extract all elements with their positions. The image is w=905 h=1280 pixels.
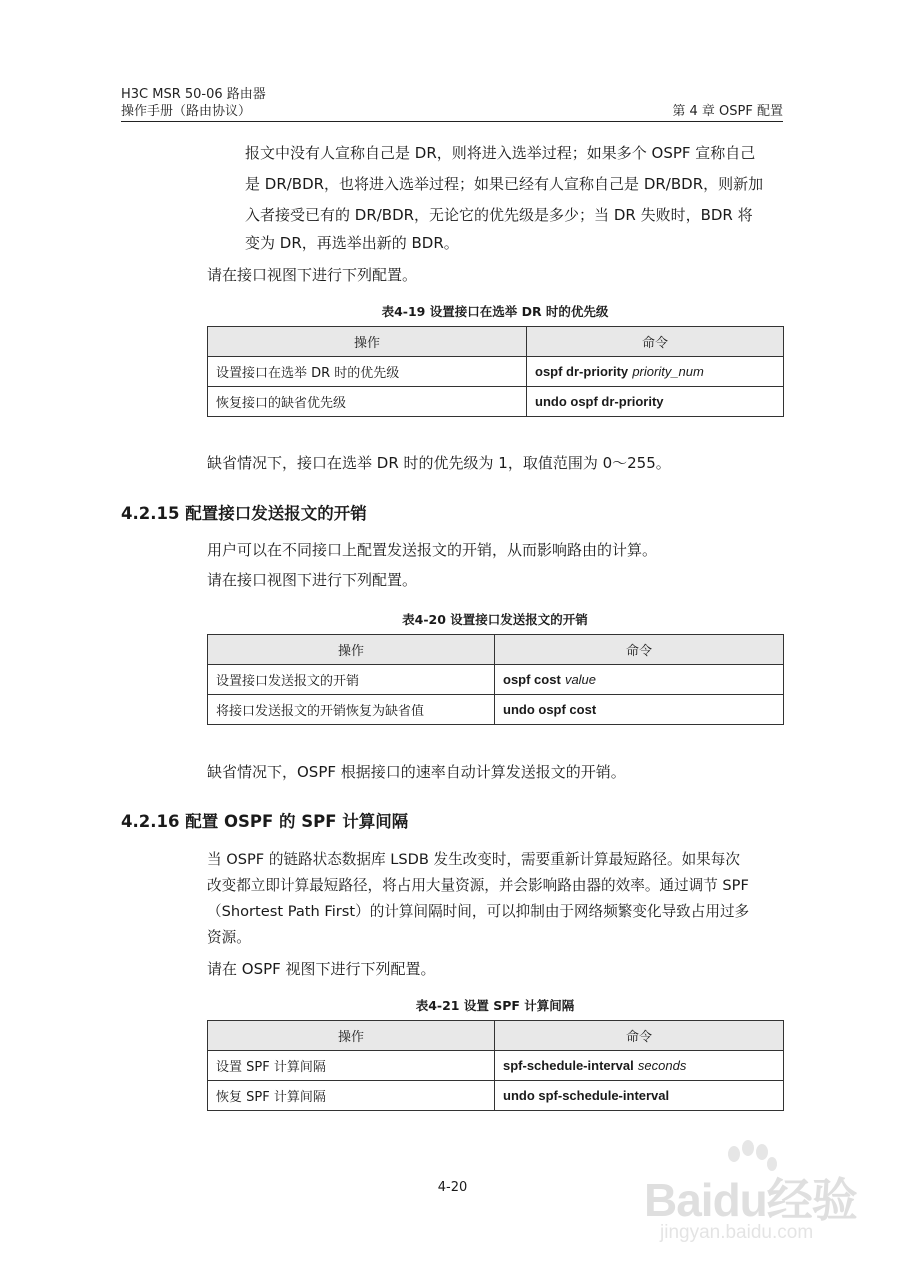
command-cell xyxy=(527,387,784,417)
table-row xyxy=(208,665,784,695)
column-header-command: 命令 xyxy=(527,327,784,357)
operation-cell: 恢复 SPF 计算间隔 xyxy=(208,1081,495,1111)
intro-line: 变为 DR，再选举出新的 BDR。 xyxy=(245,234,459,252)
header-product: H3C MSR 50-06 路由器 xyxy=(121,87,266,102)
operation-cell: 设置 SPF 计算间隔 xyxy=(208,1051,495,1081)
default-note: 缺省情况下，接口在选举 DR 时的优先级为 1，取值范围为 0～255。 xyxy=(207,454,671,472)
command-cell xyxy=(495,1051,784,1081)
operation-cell: 恢复接口的缺省优先级 xyxy=(208,387,527,417)
config-hint: 请在接口视图下进行下列配置。 xyxy=(207,266,418,284)
page-number: 4-20 xyxy=(437,1180,468,1195)
section-line: 资源。 xyxy=(207,929,251,946)
command-text: undo ospf cost xyxy=(503,701,597,717)
table-row xyxy=(208,357,784,387)
header-rule xyxy=(121,121,783,122)
column-header-operation: 操作 xyxy=(208,327,527,357)
watermark-brand: Baidu经验 xyxy=(644,1174,857,1226)
intro-line: 报文中没有人宣称自己是 DR，则将进入选举过程；如果多个 OSPF 宣称自己 xyxy=(245,144,756,162)
command-cell xyxy=(495,695,784,725)
table-row xyxy=(208,1051,784,1081)
section-line: （Shortest Path First）的计算间隔时间，可以抑制由于网络频繁变化导致占用过多 xyxy=(207,903,750,920)
intro-line: 入者接受已有的 DR/BDR，无论它的优先级是多少；当 DR 失败时，BDR 将 xyxy=(245,206,753,224)
table-header-row xyxy=(208,635,784,665)
section-heading: 4.2.16 配置 OSPF 的 SPF 计算间隔 xyxy=(121,812,409,831)
command-cell xyxy=(527,357,784,387)
column-header-command: 命令 xyxy=(495,635,784,665)
command-text: undo ospf dr-priority xyxy=(535,393,664,409)
command-cell xyxy=(495,665,784,695)
config-hint: 请在 OSPF 视图下进行下列配置。 xyxy=(207,960,436,978)
command-text: ospf cost xyxy=(503,671,561,687)
intro-line: 是 DR/BDR，也将进入选举过程；如果已经有人宣称自己是 DR/BDR，则新加 xyxy=(245,175,764,193)
table-caption: 表4-19 设置接口在选举 DR 时的优先级 xyxy=(381,304,609,319)
column-header-command: 命令 xyxy=(495,1021,784,1051)
command-table xyxy=(207,1020,784,1111)
command-text: spf-schedule-interval xyxy=(503,1057,634,1073)
default-note: 缺省情况下，OSPF 根据接口的速率自动计算发送报文的开销。 xyxy=(207,763,626,781)
command-argument: seconds xyxy=(637,1057,687,1073)
section-line: 当 OSPF 的链路状态数据库 LSDB 发生改变时，需要重新计算最短路径。如果每次 xyxy=(207,851,740,868)
command-text: ospf dr-priority xyxy=(535,363,629,379)
table-caption: 表4-21 设置 SPF 计算间隔 xyxy=(415,998,575,1013)
table-row xyxy=(208,1081,784,1111)
table-row xyxy=(208,387,784,417)
command-table xyxy=(207,326,784,417)
command-cell xyxy=(495,1081,784,1111)
command-argument: value xyxy=(564,671,597,687)
command-table xyxy=(207,634,784,725)
column-header-operation: 操作 xyxy=(208,1021,495,1051)
baidu-watermark xyxy=(640,1140,870,1250)
operation-cell: 设置接口在选举 DR 时的优先级 xyxy=(208,357,527,387)
table-caption: 表4-20 设置接口发送报文的开销 xyxy=(402,612,588,627)
operation-cell: 将接口发送报文的开销恢复为缺省值 xyxy=(208,695,495,725)
section-heading: 4.2.15 配置接口发送报文的开销 xyxy=(121,504,367,523)
table-header-row xyxy=(208,1021,784,1051)
config-hint: 请在接口视图下进行下列配置。 xyxy=(207,571,418,589)
command-text: undo spf-schedule-interval xyxy=(503,1087,670,1103)
watermark-url: jingyan.baidu.com xyxy=(660,1222,814,1243)
header-manual: 操作手册（路由协议） xyxy=(121,104,252,119)
section-description: 用户可以在不同接口上配置发送报文的开销，从而影响路由的计算。 xyxy=(207,541,658,559)
table-header-row xyxy=(208,327,784,357)
column-header-operation: 操作 xyxy=(208,635,495,665)
command-argument: priority_num xyxy=(632,363,704,379)
header-chapter: 第 4 章 OSPF 配置 xyxy=(672,104,783,119)
table-row xyxy=(208,695,784,725)
operation-cell: 设置接口发送报文的开销 xyxy=(208,665,495,695)
section-line: 改变都立即计算最短路径，将占用大量资源，并会影响路由器的效率。通过调节 SPF xyxy=(207,877,749,894)
